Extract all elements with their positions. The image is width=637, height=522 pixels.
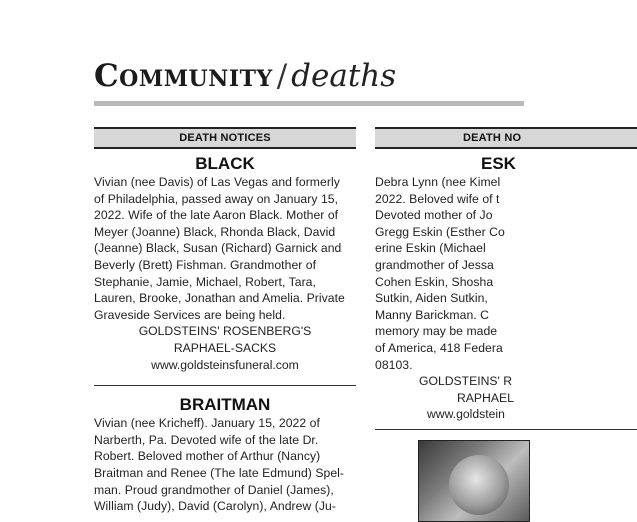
- notice-line: 08103.: [375, 357, 413, 372]
- funeral-home-name-2: RAPHAEL: [457, 390, 514, 405]
- funeral-home-url: www.goldsteinsfuneral.com: [151, 357, 299, 372]
- notice-name: BRAITMAN: [179, 395, 271, 415]
- funeral-home-name-2: RAPHAEL-SACKS: [173, 340, 277, 355]
- notice-line: Robert. Beloved mother of Arthur (Nancy): [94, 449, 321, 464]
- notice-divider: [375, 429, 637, 430]
- column-header: DEATH NO: [375, 127, 637, 149]
- notice-line: memory may be made: [375, 324, 498, 339]
- notice-black: [94, 154, 356, 373]
- section-subtitle: deaths: [291, 58, 397, 94]
- notice-line: erine Eskin (Michael: [375, 241, 486, 256]
- notice-line: of Philadelphia, passed away on January 15,: [94, 191, 339, 206]
- notice-name: ESK: [481, 154, 516, 173]
- notice-line: Graveside Services are being held.: [94, 307, 286, 322]
- funeral-home-url: www.goldstein: [427, 407, 505, 422]
- notice-line: William (Judy), David (Carolyn), Andrew (Ju-: [94, 499, 336, 514]
- notice-line: grandmother of Jessa: [375, 257, 494, 272]
- notice-body: [94, 415, 356, 515]
- notice-line: Sutkin, Aiden Sutkin,: [375, 291, 488, 306]
- notice-eskin: [375, 154, 637, 430]
- notice-line: of America, 418 Federa: [375, 340, 503, 355]
- section-title: Community: [94, 58, 273, 94]
- death-notices-column-1: [94, 127, 356, 515]
- masthead-rule: [94, 101, 524, 106]
- obituary-photo: [418, 440, 530, 522]
- notice-line: 2022. Wife of the late Aaron Black. Mother of: [94, 208, 339, 223]
- notice-line: 2022. Beloved wife of t: [375, 191, 500, 206]
- notice-braitman: [94, 395, 356, 515]
- notice-line: Vivian (nee Davis) of Las Vegas and formerly: [94, 175, 340, 189]
- notice-line: Manny Barickman. C: [375, 307, 490, 322]
- notice-line: Lauren, Brooke, Jonathan and Amelia. Private: [94, 291, 345, 306]
- notice-line: Stephanie, Jamie, Michael, Robert, Tara,: [94, 274, 316, 289]
- notice-body: [94, 174, 356, 323]
- funeral-home-name: GOLDSTEINS' ROSENBERG'S: [138, 324, 312, 339]
- notice-line: Vivian (nee Kricheff). January 15, 2022 of: [94, 416, 320, 431]
- death-notices-column-2: [375, 127, 637, 439]
- section-masthead: [94, 58, 396, 94]
- column-header: DEATH NOTICES: [94, 127, 356, 149]
- notice-divider: [94, 385, 356, 386]
- notice-line: Braitman and Renee (The late Edmund) Spel-: [94, 465, 345, 480]
- notice-name: BLACK: [195, 154, 255, 173]
- notice-line: Narberth, Pa. Devoted wife of the late Dr.: [94, 432, 319, 447]
- section-separator: /: [276, 58, 288, 94]
- notice-line: Debra Lynn (nee Kimel: [375, 175, 501, 189]
- notice-line: Gregg Eskin (Esther Co: [375, 224, 505, 239]
- funeral-home: [375, 373, 637, 423]
- notice-line: Meyer (Joanne) Black, Rhonda Black, David: [94, 224, 336, 239]
- notice-line: (Jeanne) Black, Susan (Richard) Garnick and: [94, 241, 342, 256]
- notice-body: [375, 174, 637, 373]
- notice-line: Cohen Eskin, Shosha: [375, 274, 494, 289]
- notice-line: Devoted mother of Jo: [375, 208, 493, 223]
- funeral-home: [94, 323, 356, 373]
- notice-line: man. Proud grandmother of Daniel (James),: [94, 482, 334, 497]
- notice-line: Beverly (Brett) Fishman. Grandmother of: [94, 257, 317, 272]
- funeral-home-name: GOLDSTEINS' R: [419, 374, 513, 389]
